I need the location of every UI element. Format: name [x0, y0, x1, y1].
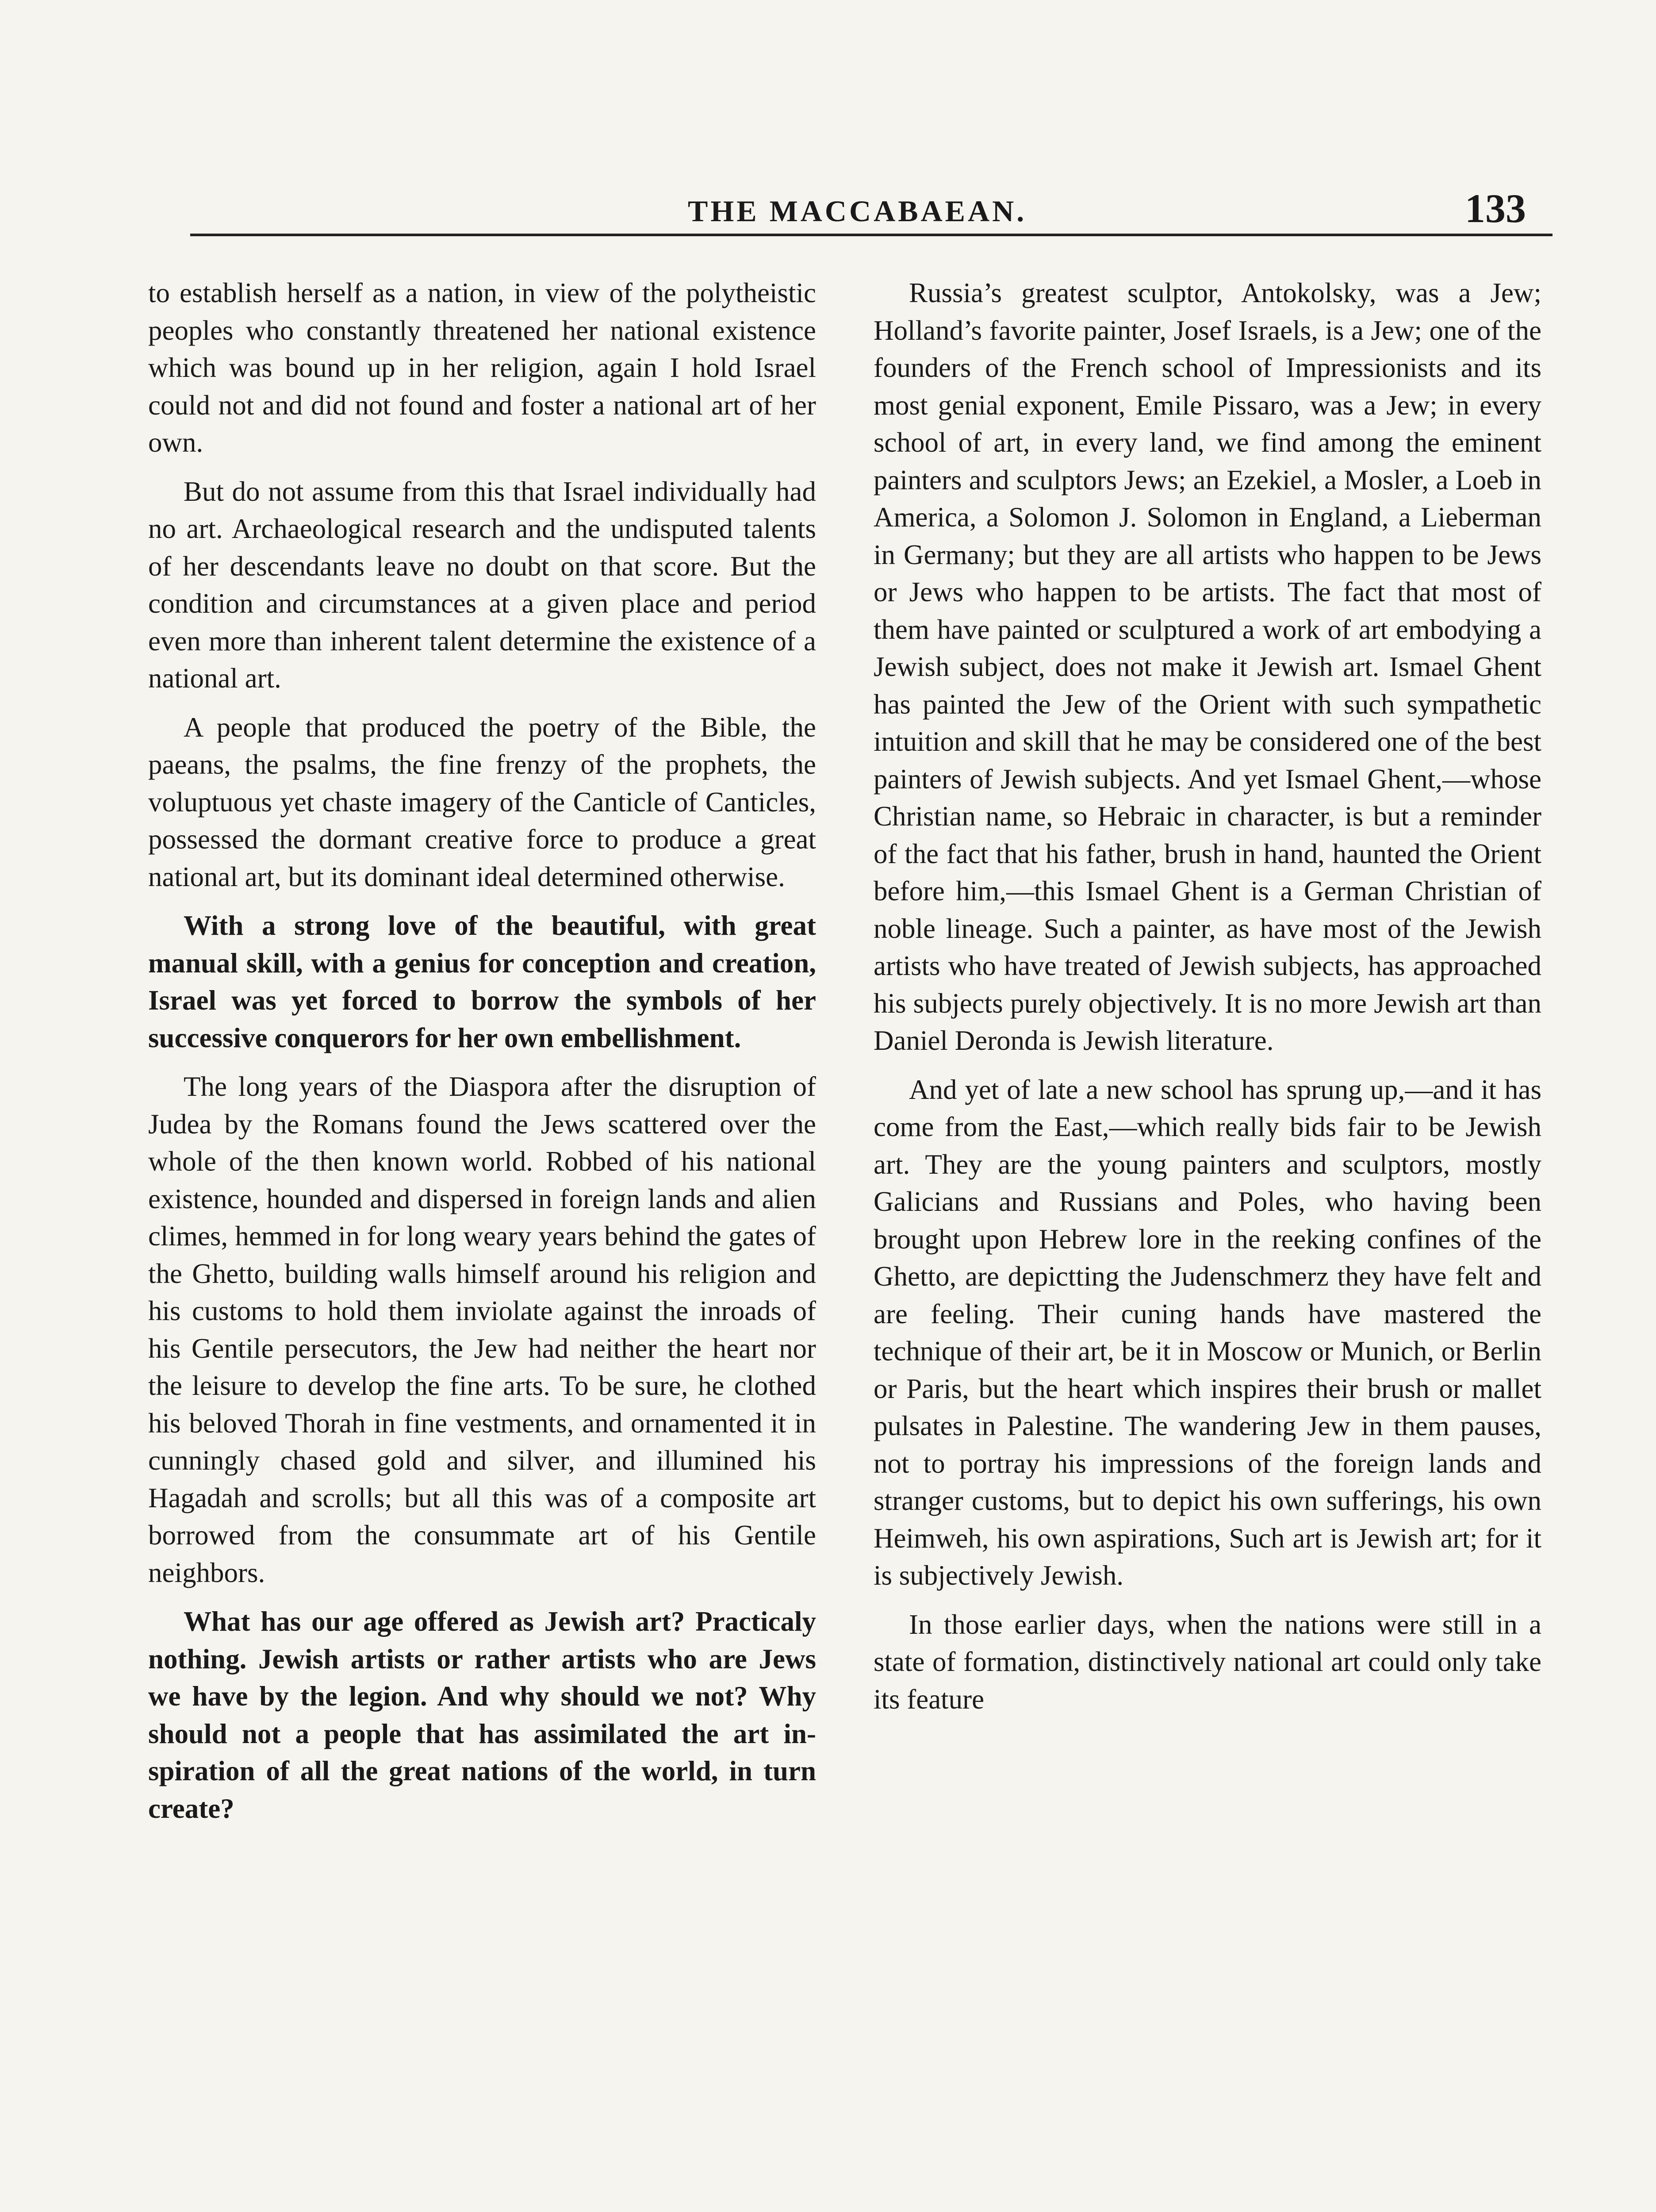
- paragraph: In those earlier days, when the nations were still in a state of formation, distinctively national art could only take its feature: [874, 1609, 1541, 1715]
- paragraph: But do not assume from this that Israel individually had no art. Archaeological research and the undisputed talents of her descendants leave no doubt on that score. But the condition and circumstances at a given place and period even more than inherent talent determine the existence of a national art.: [148, 476, 816, 694]
- running-header: [190, 185, 1552, 236]
- paragraph: A people that produced the poetry of the Bible, the paeans, the psalms, the fine frenzy of the prophets, the voluptuous yet chaste imagery of the Canticle of Canticles, possessed the dormant creative force to produce a great national art, but its dominant ideal determined otherwise.: [148, 711, 816, 892]
- journal-title: THE MACCABAEAN.: [688, 194, 1027, 228]
- paragraph: to establish herself as a nation, in view of the polytheistic peoples who constantly threatened her national existence which was bound up in her religion, again I hold Israel could not and did not found and foster a national art of her own.: [148, 277, 816, 458]
- paragraph: What has our age offered as Jewish art? Practicaly nothing. Jewish artists or rather artists who are Jews we have by the legion. And why should we not? Why should not a people that has assimilated the art inspiration of all the great nations of the world, in turn create?: [148, 1606, 816, 1824]
- page-number: 133: [1465, 186, 1526, 231]
- paragraph: The long years of the Diaspora after the disruption of Judea by the Romans found the Jews scattered over the whole of the then known world. Robbed of his national existence, hounded and dispersed in foreign lands and alien climes, hemmed in for long weary years behind the gates of the Ghetto, building walls himself around his religion and his customs to hold them inviolate against the inroads of his Gentile persecutors, the Jew had neither the heart nor the leisure to develop the fine arts. To be sure, he clothed his beloved Thorah in fine vestments, and ornamented it in cunningly chased gold and silver, and illumined his Hagadah and scrolls; but all this was of a composite art borrowed from the consummate art of his Gentile neighbors.: [148, 1071, 816, 1588]
- paragraph: Russia’s greatest sculptor, Antokolsky, was a Jew; Holland’s favorite painter, Josef Israels, is a Jew; one of the founders of the French school of Impressionists and its most genial exponent, Emile Pissaro, was a Jew; in every school of art, in every land, we find among the eminent painters and sculptors Jews; an Ezekiel, a Mosler, a Loeb in America, a Solomon J. Solomon in England, a Lieberman in Germany; but they are all artists who happen to be Jews or Jews who happen to be artists. The fact that most of them have painted or sculptured a work of art embodying a Jewish subject, does not make it Jewish art. Ismael Ghent has painted the Jew of the Orient with such sympathetic intuition and skill that he may be considered one of the best painters of Jewish subjects. And yet Ismael Ghent,—whose Christian name, so Hebraic in character, is but a reminder of the fact that his father, brush in hand, haunted the Orient before him,—this Ismael Ghent is a German Christian of noble lineage. Such a painter, as have most of the Jewish artists who have treated of Jewish subjects, has approached his subjects purely objectively. It is no more Jewish art than Daniel Deronda is Jewish literature.: [874, 277, 1541, 1056]
- paragraph: With a strong love of the beautiful, with great manual skill, with a genius for conception and creation, Israel was yet forced to borrow the symbols of her successive conquerors for her own embellishment.: [148, 910, 816, 1053]
- paragraph: And yet of late a new school has sprung up,—and it has come from the East,—which really bids fair to be Jewish art. They are the young painters and sculptors, mostly Galicians and Russians and Poles, who having been brought upon Hebrew lore in the reeking confines of the Ghetto, are depictting the Judenschmerz they have felt and are feeling. Their cuning hands have mastered the technique of their art, be it in Moscow or Munich, or Berlin or Paris, but the heart which inspires their brush or mallet pulsates in Palestine. The wandering Jew in them pauses, not to portray his impressions of the foreign lands and stranger customs, but to depict his own sufferings, his own Heimweh, his own aspirations, Such art is Jewish art; for it is subjectively Jewish.: [874, 1074, 1541, 1591]
- right-column: [874, 274, 1541, 1729]
- left-column: [148, 274, 816, 1839]
